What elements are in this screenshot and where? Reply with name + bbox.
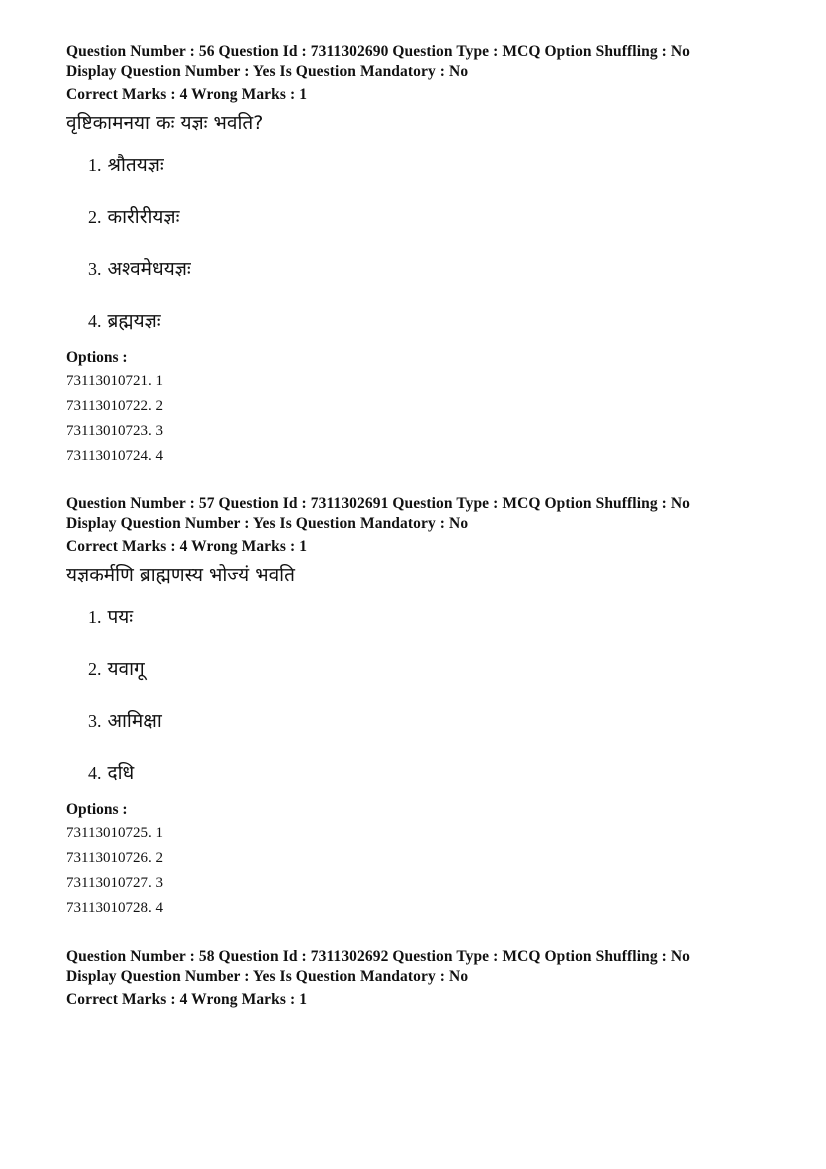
choice-4: 4. ब्रह्मयज्ञः [88,310,161,332]
options-label: Options : [66,801,128,818]
choice-text: यवागू [107,658,145,680]
choice-text: पयः [107,606,134,628]
option-id-row: 73113010724. 4 [66,448,163,464]
option-id-row: 73113010728. 4 [66,900,163,916]
choice-4: 4. दधि [88,762,135,784]
option-id-row: 73113010722. 2 [66,398,163,414]
choice-text: ब्रह्मयज्ञः [107,310,161,332]
answer-choices [88,139,766,347]
option-id-list [66,821,766,921]
question-meta [66,494,766,557]
choice-text: श्रौतयज्ञः [107,154,164,176]
option-id-row: 73113010721. 1 [66,373,163,389]
marks-line: Correct Marks : 4 Wrong Marks : 1 [66,86,308,103]
meta-line-1: Question Number : 56 Question Id : 7311302690 Question Type : MCQ Option Shuffling : No [66,43,691,60]
question-text: यज्ञकर्मणि ब्राह्मणस्य भोज्यं भवति [66,564,295,586]
choice-text: आमिक्षा [107,710,162,732]
choice-2: 2. यवागू [88,658,145,680]
question-meta [66,947,766,1010]
meta-line-2: Display Question Number : Yes Is Question Mandatory : No [66,968,469,985]
question-meta [66,42,766,105]
meta-line-1: Question Number : 57 Question Id : 7311302691 Question Type : MCQ Option Shuffling : No [66,495,691,512]
question-text: वृष्टिकामनया कः यज्ञः भवति? [66,112,264,134]
meta-line-2: Display Question Number : Yes Is Question Mandatory : No [66,63,469,80]
choice-text: दधि [107,762,135,784]
question-block-57 [66,494,766,921]
marks-line: Correct Marks : 4 Wrong Marks : 1 [66,538,308,555]
choice-1: 1. पयः [88,606,134,628]
marks-line: Correct Marks : 4 Wrong Marks : 1 [66,991,308,1008]
meta-line-2: Display Question Number : Yes Is Question Mandatory : No [66,515,469,532]
meta-line-1: Question Number : 58 Question Id : 7311302692 Question Type : MCQ Option Shuffling : No [66,948,691,965]
choice-3: 3. अश्वमेधयज्ञः [88,258,191,280]
question-block-56 [66,42,766,469]
choice-text: अश्वमेधयज्ञः [107,258,191,280]
answer-choices [88,591,766,799]
option-id-row: 73113010727. 3 [66,875,163,891]
choice-1: 1. श्रौतयज्ञः [88,154,164,176]
options-label: Options : [66,349,128,366]
option-id-row: 73113010723. 3 [66,423,163,439]
option-id-row: 73113010725. 1 [66,825,163,841]
option-id-list [66,369,766,469]
choice-2: 2. कारीरीयज्ञः [88,206,180,228]
question-block-58 [66,947,766,1010]
option-id-row: 73113010726. 2 [66,850,163,866]
choice-text: कारीरीयज्ञः [107,206,180,228]
choice-3: 3. आमिक्षा [88,710,162,732]
